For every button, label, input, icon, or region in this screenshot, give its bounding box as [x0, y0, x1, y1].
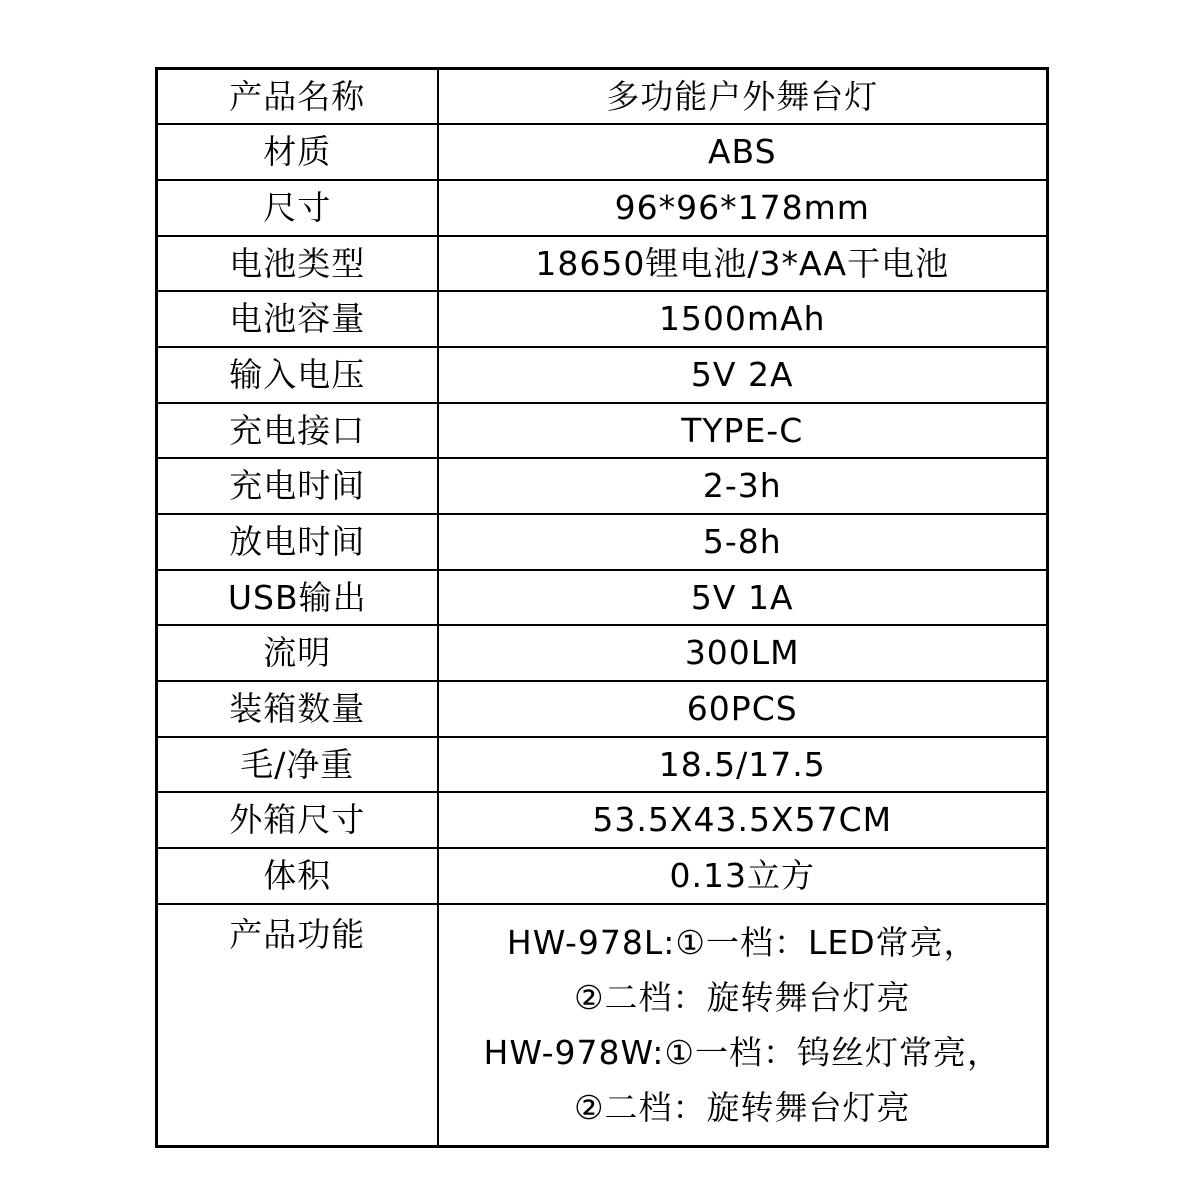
row-value: 18650锂电池/3*AA干电池: [438, 236, 1048, 292]
row-label: 充电时间: [157, 458, 438, 514]
row-label: 体积: [157, 848, 438, 904]
row-label: 输入电压: [157, 347, 438, 403]
row-value: 53.5X43.5X57CM: [438, 792, 1048, 848]
features-value: [438, 904, 1048, 1147]
row-value: 多功能户外舞台灯: [438, 69, 1048, 125]
row-value: 5-8h: [438, 514, 1048, 570]
table-row: [157, 625, 1048, 681]
table-row: [157, 848, 1048, 904]
feature-line: HW-978W:①一档：钨丝灯常亮，: [483, 1032, 1001, 1072]
table-row: [157, 737, 1048, 793]
row-value: 0.13立方: [438, 848, 1048, 904]
row-label: 电池类型: [157, 236, 438, 292]
row-value: 5V 1A: [438, 570, 1048, 626]
row-value: 2-3h: [438, 458, 1048, 514]
row-value: 96*96*178mm: [438, 180, 1048, 236]
table-row: [157, 236, 1048, 292]
row-value: 5V 2A: [438, 347, 1048, 403]
table-row: [157, 180, 1048, 236]
row-value: TYPE-C: [438, 403, 1048, 459]
row-label: 材质: [157, 124, 438, 180]
table-row: [157, 681, 1048, 737]
table-row: [157, 291, 1048, 347]
spec-table: [155, 67, 1049, 1148]
row-value: 300LM: [438, 625, 1048, 681]
table-row: [157, 124, 1048, 180]
row-label: 产品名称: [157, 69, 438, 125]
table-row: [157, 69, 1048, 125]
row-label: 放电时间: [157, 514, 438, 570]
row-label: 外箱尺寸: [157, 792, 438, 848]
row-label: 毛/净重: [157, 737, 438, 793]
row-label: 流明: [157, 625, 438, 681]
row-label: 充电接口: [157, 403, 438, 459]
row-label: 装箱数量: [157, 681, 438, 737]
table-row: [157, 792, 1048, 848]
row-value: 18.5/17.5: [438, 737, 1048, 793]
table-row: [157, 403, 1048, 459]
row-label: 电池容量: [157, 291, 438, 347]
feature-line: ②二档：旋转舞台灯亮: [573, 1087, 911, 1127]
table-row: [157, 347, 1048, 403]
row-value: 1500mAh: [438, 291, 1048, 347]
features-row: [157, 904, 1048, 1147]
row-label: 尺寸: [157, 180, 438, 236]
table-row: [157, 570, 1048, 626]
row-value: ABS: [438, 124, 1048, 180]
table-row: [157, 458, 1048, 514]
feature-line: ②二档：旋转舞台灯亮: [573, 977, 911, 1017]
row-label: USB输出: [157, 570, 438, 626]
features-label: 产品功能: [157, 904, 438, 1147]
feature-line: HW-978L:①一档：LED常亮，: [506, 922, 978, 962]
table-row: [157, 514, 1048, 570]
row-value: 60PCS: [438, 681, 1048, 737]
